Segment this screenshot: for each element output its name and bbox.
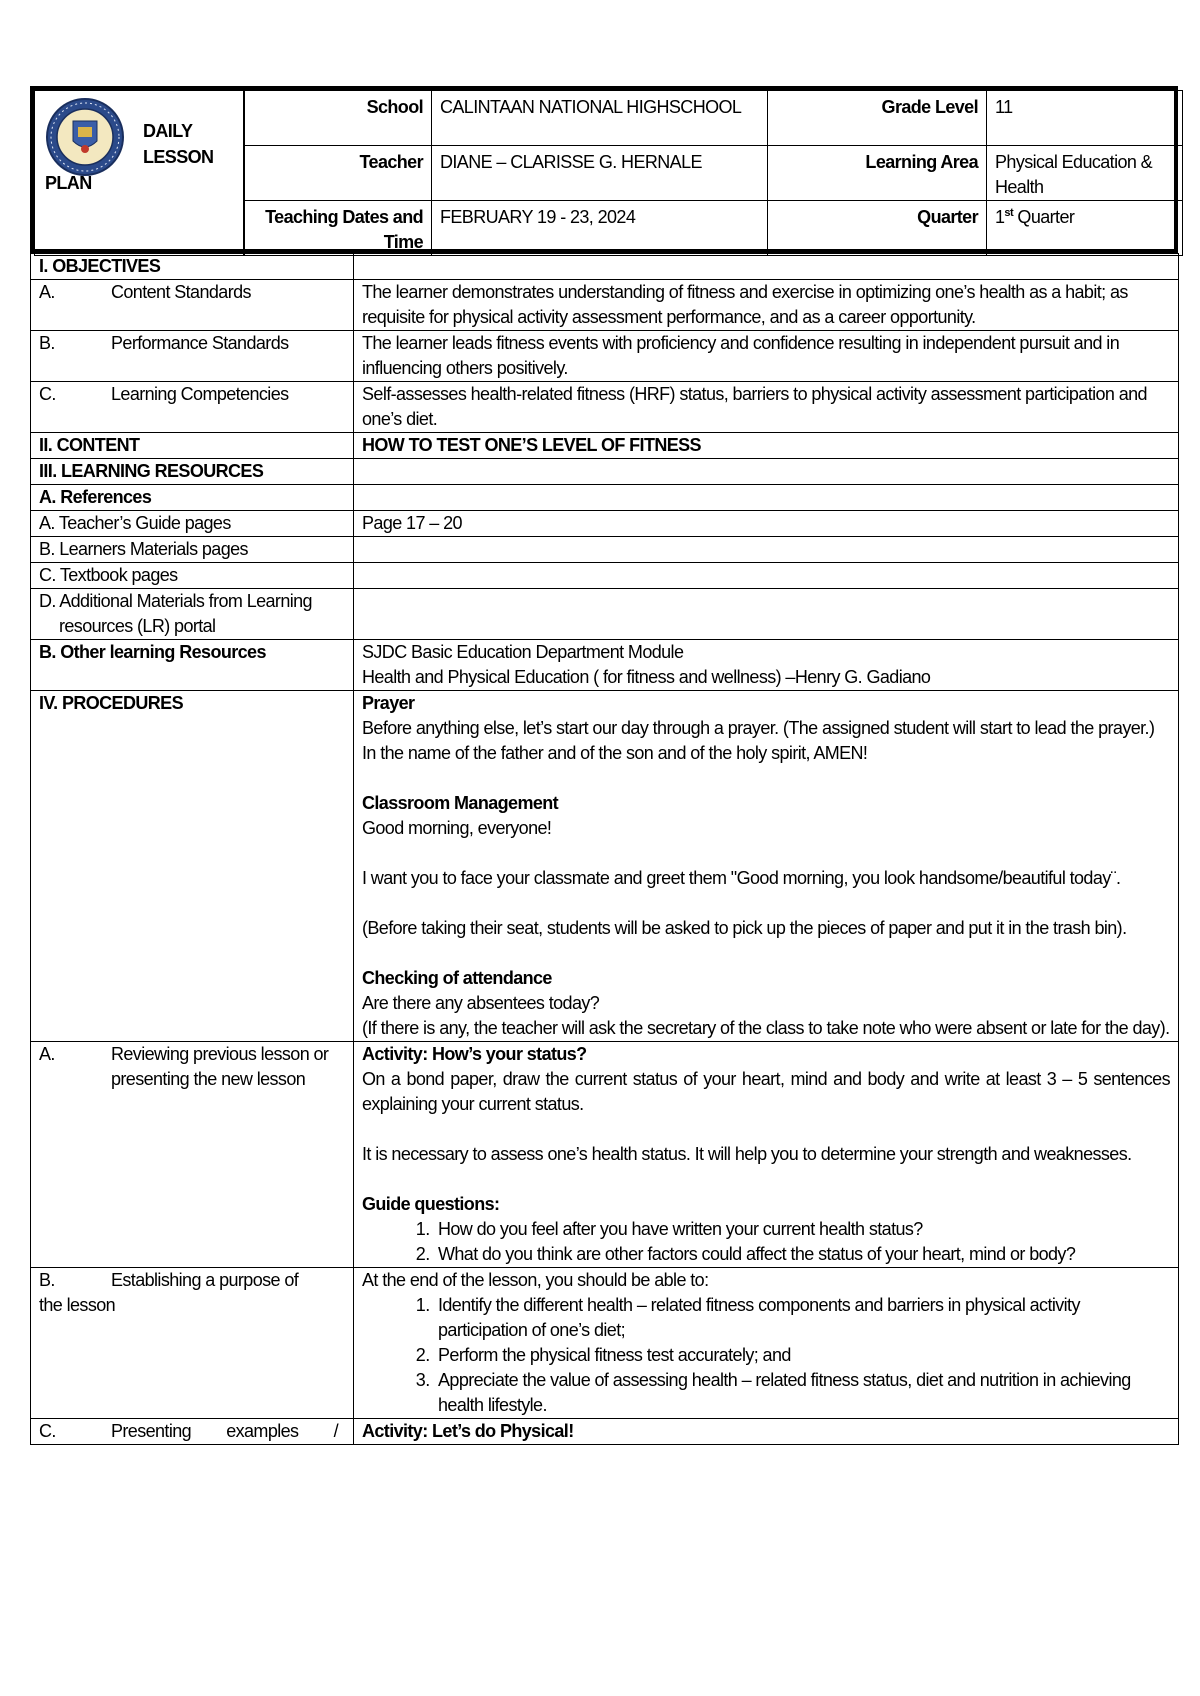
guide-questions-title: Guide questions: xyxy=(362,1194,500,1214)
purpose-intro: At the end of the lesson, you should be able to: xyxy=(362,1270,709,1290)
presenting-letter: C. xyxy=(39,1421,56,1441)
teaching-dates-label: Teaching Dates and Time xyxy=(244,201,432,256)
additional-materials-row xyxy=(31,589,1179,640)
attendance-note: (If there is any, the teacher will ask the secretary of the class to take note who were absent or late for the day). xyxy=(362,1018,1170,1038)
presenting-label: Presenting examples / xyxy=(111,1421,338,1441)
quarter-number: 1 xyxy=(995,207,1005,227)
purpose-letter: B. xyxy=(39,1270,55,1290)
reviewing-label-1: Reviewing previous lesson or xyxy=(111,1044,329,1064)
header-table xyxy=(30,86,1178,253)
textbook-label: C. Textbook pages xyxy=(31,563,354,589)
other-resources-row xyxy=(31,640,1179,691)
learners-materials-row xyxy=(31,537,1179,563)
learning-competencies-letter: C. xyxy=(39,384,56,404)
quarter-value xyxy=(987,201,1183,256)
reviewing-label-2: presenting the new lesson xyxy=(111,1069,306,1089)
content-standards-label: Content Standards xyxy=(111,282,251,302)
grade-level-label: Grade Level xyxy=(768,91,987,146)
content-standards-letter: A. xyxy=(39,282,55,302)
learning-area-value: Physical Education & Health xyxy=(987,146,1183,201)
attendance-question: Are there any absentees today? xyxy=(362,993,600,1013)
teaching-dates-value: FEBRUARY 19 - 23, 2024 xyxy=(432,201,768,256)
activity-status-title: Activity: How’s your status? xyxy=(362,1044,587,1064)
prayer-text: Before anything else, let’s start our day through a prayer. (The assigned student will start to lead the prayer.) xyxy=(362,718,1155,738)
objectives-list xyxy=(362,1293,1170,1418)
grade-level-value: 11 xyxy=(987,91,1183,146)
activity-physical-title: Activity: Let’s do Physical! xyxy=(354,1419,1179,1445)
procedures-row xyxy=(31,691,1179,1042)
content-heading: II. CONTENT xyxy=(31,433,354,459)
content-row xyxy=(31,433,1179,459)
school-value: CALINTAAN NATIONAL HIGHSCHOOL xyxy=(432,91,768,146)
guide-question-1: 1. How do you feel after you have written your current health status? xyxy=(434,1217,1170,1242)
classroom-instruction: I want you to face your classmate and greet them "Good morning, you look handsome/beautiful today¨. xyxy=(362,868,1121,888)
teachers-guide-row xyxy=(31,511,1179,537)
quarter-label: Quarter xyxy=(768,201,987,256)
objectives-row xyxy=(31,254,1179,280)
learning-area-label: Learning Area xyxy=(768,146,987,201)
lesson-plan-table xyxy=(30,253,1178,1445)
attendance-title: Checking of attendance xyxy=(362,968,552,988)
prayer-line: In the name of the father and of the son and of the holy spirit, AMEN! xyxy=(362,743,868,763)
teachers-guide-label: A. Teacher’s Guide pages xyxy=(31,511,354,537)
classroom-greeting: Good morning, everyone! xyxy=(362,818,552,838)
other-resource-2: Health and Physical Education ( for fitness and wellness) –Henry G. Gadiano xyxy=(362,667,931,687)
purpose-label-2: the lesson xyxy=(39,1295,116,1315)
reviewing-lesson-row xyxy=(31,1042,1179,1268)
dlp-title-line2: LESSON xyxy=(143,147,214,167)
activity-status-text: On a bond paper, draw the current status of your heart, mind and body and write at least 3 – 5 sentences explaining your current status. xyxy=(362,1069,1170,1114)
classroom-management-title: Classroom Management xyxy=(362,793,559,813)
quarter-suffix: st xyxy=(1004,207,1014,219)
objective-2: 2. Perform the physical fitness test accurately; and xyxy=(434,1343,1170,1368)
procedures-heading: IV. PROCEDURES xyxy=(31,691,354,1042)
purpose-row xyxy=(31,1268,1179,1419)
purpose-label-1: Establishing a purpose of xyxy=(111,1270,299,1290)
references-row xyxy=(31,485,1179,511)
objective-3: 3. Appreciate the value of assessing health – related fitness status, diet and nutrition in achieving health lifestyle. xyxy=(434,1368,1170,1418)
content-standards-row xyxy=(31,280,1179,331)
learning-competencies-text: Self-assesses health-related fitness (HRF) status, barriers to physical activity assessment participation and one’s diet. xyxy=(354,382,1179,433)
other-resources-label: B. Other learning Resources xyxy=(31,640,354,691)
classroom-note: (Before taking their seat, students will be asked to pick up the pieces of paper and put it in the trash bin). xyxy=(362,918,1127,938)
teacher-label: Teacher xyxy=(244,146,432,201)
other-resource-1: SJDC Basic Education Department Module xyxy=(362,642,684,662)
quarter-word: Quarter xyxy=(1017,207,1075,227)
dlp-title-line3: PLAN xyxy=(45,173,92,193)
presenting-examples-row xyxy=(31,1419,1179,1445)
objectives-heading: I. OBJECTIVES xyxy=(31,254,354,280)
teachers-guide-value: Page 17 – 20 xyxy=(354,511,1179,537)
learning-resources-heading: III. LEARNING RESOURCES xyxy=(31,459,354,485)
performance-standards-text: The learner leads fitness events with proficiency and confidence resulting in independent pursuit and in influencing others positively. xyxy=(354,331,1179,382)
content-standards-text: The learner demonstrates understanding of fitness and exercise in optimizing one’s health as a habit; as requisite for physical activity assessment performance, and as a career opportunity. xyxy=(354,280,1179,331)
textbook-row xyxy=(31,563,1179,589)
school-label: School xyxy=(244,91,432,146)
dlp-title-line1: DAILY xyxy=(143,121,193,141)
content-value: HOW TO TEST ONE’S LEVEL OF FITNESS xyxy=(354,433,1179,459)
prayer-title: Prayer xyxy=(362,693,415,713)
additional-materials-label-2: resources (LR) portal xyxy=(59,616,216,636)
learning-resources-row xyxy=(31,459,1179,485)
performance-standards-row xyxy=(31,331,1179,382)
teacher-value: DIANE – CLARISSE G. HERNALE xyxy=(432,146,768,201)
logo-cell xyxy=(35,91,244,256)
guide-question-2: 2. What do you think are other factors could affect the status of your heart, mind or body? xyxy=(434,1242,1170,1267)
learning-competencies-label: Learning Competencies xyxy=(111,384,289,404)
performance-standards-label: Performance Standards xyxy=(111,333,289,353)
additional-materials-label-1: D. Additional Materials from Learning xyxy=(39,591,312,611)
references-heading: A. References xyxy=(31,485,354,511)
learners-materials-label: B. Learners Materials pages xyxy=(31,537,354,563)
deped-seal-icon xyxy=(45,97,125,177)
guide-questions-list xyxy=(362,1217,1170,1267)
performance-standards-letter: B. xyxy=(39,333,55,353)
learning-competencies-row xyxy=(31,382,1179,433)
reviewing-letter: A. xyxy=(39,1044,55,1064)
activity-status-text-2: It is necessary to assess one’s health status. It will help you to determine your strength and weaknesses. xyxy=(362,1144,1132,1164)
objective-1: 1. Identify the different health – related fitness components and barriers in physical activity participation of one’s diet; xyxy=(434,1293,1170,1343)
